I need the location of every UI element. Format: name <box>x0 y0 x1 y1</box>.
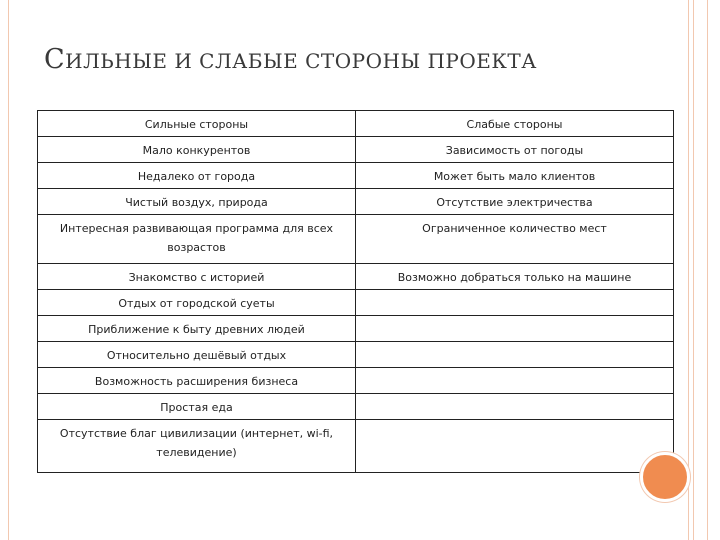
table-row <box>38 316 674 342</box>
weakness-cell <box>356 290 674 316</box>
table-header-row <box>38 111 674 137</box>
strength-cell: Относительно дешёвый отдых <box>38 342 356 368</box>
header-weaknesses: Слабые стороны <box>356 111 674 137</box>
table-row <box>38 189 674 215</box>
strength-cell: Простая еда <box>38 394 356 420</box>
table-row <box>38 215 674 264</box>
table-row <box>38 420 674 473</box>
table-row <box>38 290 674 316</box>
strength-cell: Интересная развивающая программа для всех возрастов <box>38 215 356 264</box>
slide-title: СИЛЬНЫЕ И СЛАБЫЕ СТОРОНЫ ПРОЕКТА <box>44 44 537 75</box>
strength-cell: Чистый воздух, природа <box>38 189 356 215</box>
table-row <box>38 368 674 394</box>
table-row <box>38 264 674 290</box>
table-row <box>38 394 674 420</box>
weakness-cell <box>356 316 674 342</box>
slide-frame-stripe <box>688 0 694 540</box>
strength-cell: Возможность расширения бизнеса <box>38 368 356 394</box>
decorative-circle-icon <box>640 452 690 502</box>
strength-cell: Знакомство с историей <box>38 264 356 290</box>
strength-cell: Мало конкурентов <box>38 137 356 163</box>
weakness-cell: Отсутствие электричества <box>356 189 674 215</box>
weakness-cell <box>356 394 674 420</box>
table-row <box>38 163 674 189</box>
strength-cell: Недалеко от города <box>38 163 356 189</box>
weakness-cell <box>356 420 674 473</box>
weakness-cell: Ограниченное количество мест <box>356 215 674 264</box>
strengths-weaknesses-table <box>37 110 674 473</box>
weakness-cell: Может быть мало клиентов <box>356 163 674 189</box>
weakness-cell <box>356 368 674 394</box>
weakness-cell: Возможно добраться только на машине <box>356 264 674 290</box>
strength-cell: Приближение к быту древних людей <box>38 316 356 342</box>
header-strengths: Сильные стороны <box>38 111 356 137</box>
table-row <box>38 342 674 368</box>
weakness-cell <box>356 342 674 368</box>
strength-cell: Отдых от городской суеты <box>38 290 356 316</box>
table-row <box>38 137 674 163</box>
strength-cell: Отсутствие благ цивилизации (интернет, wi-fi, телевидение) <box>38 420 356 473</box>
weakness-cell: Зависимость от погоды <box>356 137 674 163</box>
